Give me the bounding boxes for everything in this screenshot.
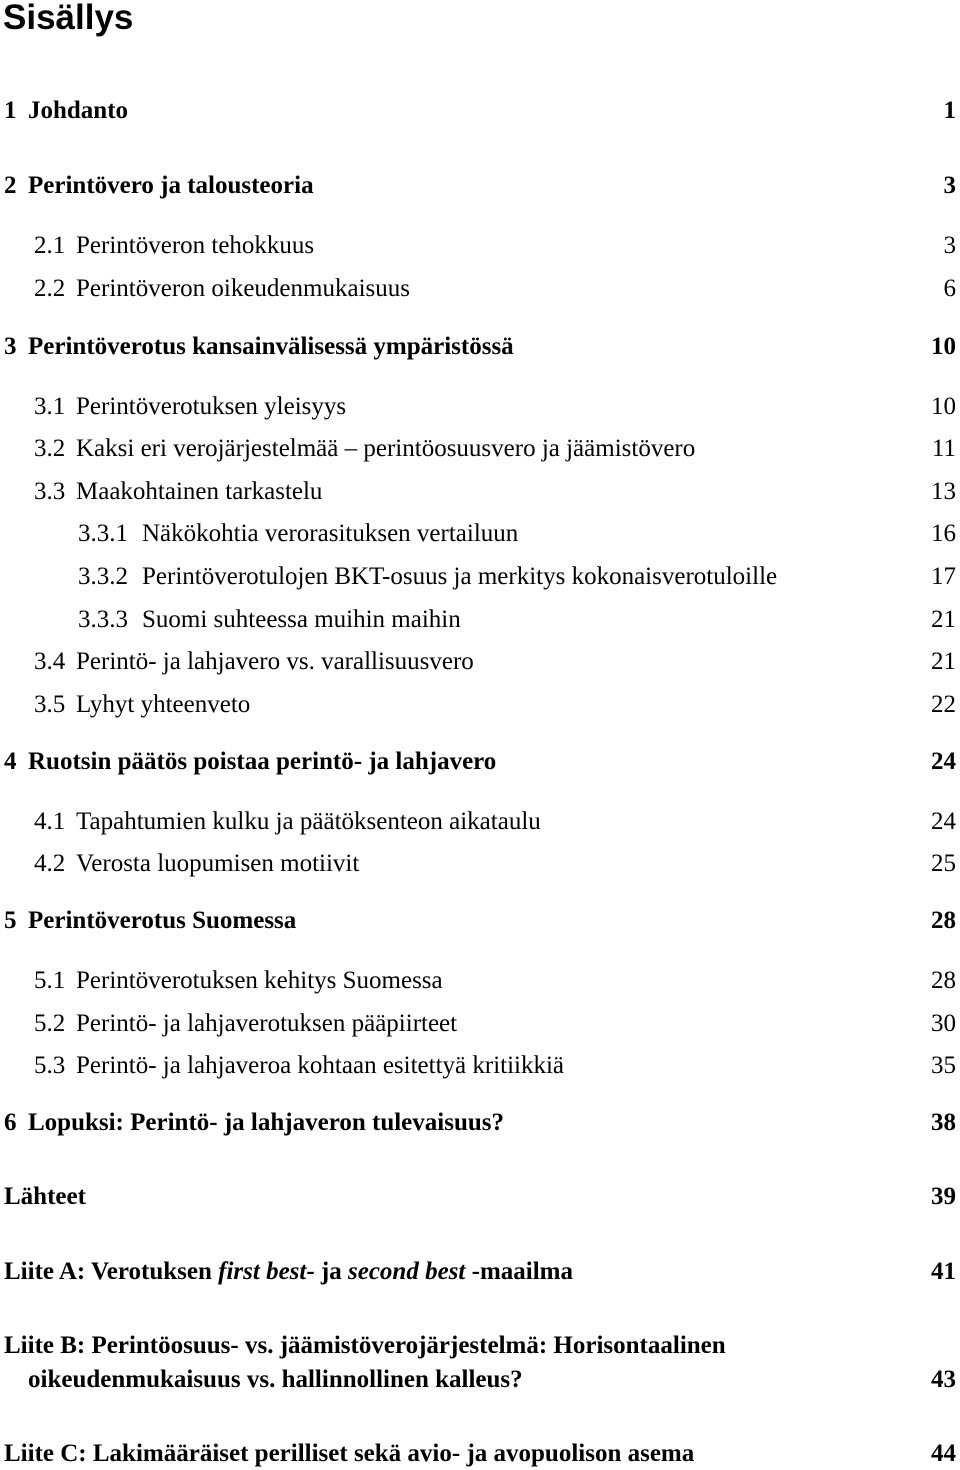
toc-number: 4.2 xyxy=(34,850,66,877)
toc-label: Ruotsin päätös poistaa perintö- ja lahjavero xyxy=(28,748,497,775)
toc-label: Lopuksi: Perintö- ja lahjaveron tulevaisuus? xyxy=(28,1109,504,1136)
toc-label: Perintövero ja talousteoria xyxy=(28,172,314,199)
toc-number: 3.3 xyxy=(34,478,66,505)
toc-page-number: 10 xyxy=(931,393,956,420)
toc-number: 4 xyxy=(4,748,17,775)
toc-number: 5 xyxy=(4,907,17,934)
toc-number: 3.4 xyxy=(34,648,66,675)
toc-entry-chapter[interactable] xyxy=(0,95,960,127)
toc-entry-section[interactable] xyxy=(0,476,960,508)
toc-label: Perintö- ja lahjavero vs. varallisuusvero xyxy=(76,648,474,675)
toc-label: Lyhyt yhteenveto xyxy=(76,691,251,718)
toc-label: Lähteet xyxy=(4,1183,86,1210)
toc-number: 3.2 xyxy=(34,435,66,462)
toc-number: 5.3 xyxy=(34,1052,66,1079)
toc-number: 3 xyxy=(4,333,17,360)
toc-number: 5.1 xyxy=(34,967,66,994)
toc-entry-section[interactable] xyxy=(0,273,960,305)
toc-label: Perintöverotuksen yleisyys xyxy=(76,393,347,420)
toc-page-number: 43 xyxy=(931,1366,956,1393)
toc-entry-chapter[interactable] xyxy=(0,170,960,202)
toc-page-number: 39 xyxy=(931,1183,956,1210)
toc-label: Liite C: Lakimääräiset perilliset sekä avio- ja avopuolison asema xyxy=(4,1440,695,1467)
toc-page-number: 30 xyxy=(931,1010,956,1037)
toc-entry-appendix-b[interactable] xyxy=(0,1330,960,1398)
toc-page-number: 44 xyxy=(931,1440,956,1467)
toc-page-number: 3 xyxy=(943,232,956,259)
toc-page-number: 28 xyxy=(931,907,956,934)
toc-number: 3.5 xyxy=(34,691,66,718)
toc-label: Perintöverotulojen BKT-osuus ja merkitys kokonaisverotuloille xyxy=(142,563,778,590)
toc-label-line-1: Liite B: Perintöosuus- vs. jäämistöverojärjestelmä: Horisontaalinen xyxy=(4,1332,726,1359)
toc-number: 1 xyxy=(4,97,17,124)
toc-number: 6 xyxy=(4,1109,17,1136)
toc-page-number: 16 xyxy=(931,520,956,547)
toc-label: Tapahtumien kulku ja päätöksenteon aikataulu xyxy=(76,808,541,835)
appendix-a-label-middle: - ja xyxy=(306,1258,349,1285)
appendix-a-term-first-best: first best xyxy=(218,1258,307,1285)
toc-entry-subsection[interactable] xyxy=(0,518,960,550)
toc-label: Verosta luopumisen motiivit xyxy=(76,850,360,877)
toc-entry-section[interactable] xyxy=(0,965,960,997)
toc-page-number: 10 xyxy=(931,333,956,360)
toc-number: 3.3.1 xyxy=(78,520,128,547)
toc-number: 3.3.2 xyxy=(78,563,128,590)
toc-page-number: 35 xyxy=(931,1052,956,1079)
appendix-a-term-second-best: second best xyxy=(348,1258,466,1285)
toc-page-number: 28 xyxy=(931,967,956,994)
toc-number: 5.2 xyxy=(34,1010,66,1037)
toc-entry-section[interactable] xyxy=(0,391,960,423)
toc-number: 3.3.3 xyxy=(78,606,128,633)
toc-label: Perintöveron oikeudenmukaisuus xyxy=(76,275,410,302)
toc-page-number: 25 xyxy=(931,850,956,877)
toc-entry-appendix-a[interactable] xyxy=(0,1256,960,1288)
toc-label: Maakohtainen tarkastelu xyxy=(76,478,323,505)
toc-label: Perintöveron tehokkuus xyxy=(76,232,315,259)
toc-label: Perintö- ja lahjaveroa kohtaan esitettyä kritiikkiä xyxy=(76,1052,565,1079)
toc-entry-subsection[interactable] xyxy=(0,604,960,636)
toc-entry-subsection[interactable] xyxy=(0,561,960,593)
toc-page-number: 1 xyxy=(943,97,956,124)
toc-entry-chapter[interactable] xyxy=(0,905,960,937)
toc-page-number: 41 xyxy=(931,1258,956,1285)
toc-label: Näkökohtia verorasituksen vertailuun xyxy=(142,520,519,547)
toc-label: Perintöverotus kansainvälisessä ympäristössä xyxy=(28,333,514,360)
toc-number: 2 xyxy=(4,172,17,199)
toc-page-number: 21 xyxy=(931,606,956,633)
toc-entry-section[interactable] xyxy=(0,806,960,838)
appendix-a-label-suffix: -maailma xyxy=(465,1258,573,1285)
toc-page-number: 24 xyxy=(931,748,956,775)
toc-number: 3.1 xyxy=(34,393,66,420)
toc-page-number: 17 xyxy=(931,563,956,590)
toc-entry-chapter[interactable] xyxy=(0,746,960,778)
appendix-a-label-prefix: Liite A: Verotuksen xyxy=(4,1258,219,1285)
toc-label: Perintö- ja lahjaverotuksen pääpiirteet xyxy=(76,1010,458,1037)
toc-page-number: 21 xyxy=(931,648,956,675)
toc-entry-section[interactable] xyxy=(0,433,960,465)
toc-entry-references[interactable] xyxy=(0,1181,960,1213)
toc-entry-section[interactable] xyxy=(0,230,960,262)
toc-entry-section[interactable] xyxy=(0,1008,960,1040)
toc-page-number: 22 xyxy=(931,691,956,718)
toc-number: 2.1 xyxy=(34,232,66,259)
toc-page-number: 11 xyxy=(931,435,956,462)
toc-page-number: 3 xyxy=(943,172,956,199)
toc-entry-section[interactable] xyxy=(0,1050,960,1082)
toc-entry-chapter[interactable] xyxy=(0,331,960,363)
toc-page-number: 13 xyxy=(931,478,956,505)
toc-number: 4.1 xyxy=(34,808,66,835)
toc-label: Johdanto xyxy=(28,97,129,124)
toc-entry-section[interactable] xyxy=(0,848,960,880)
toc-label: Perintöverotuksen kehitys Suomessa xyxy=(76,967,443,994)
toc-page-number: 6 xyxy=(943,275,956,302)
toc-label: Suomi suhteessa muihin maihin xyxy=(142,606,461,633)
toc-entry-section[interactable] xyxy=(0,689,960,721)
toc-label-line-2: oikeudenmukaisuus vs. hallinnollinen kalleus? xyxy=(28,1366,523,1393)
toc-label xyxy=(4,1256,573,1288)
toc-entry-appendix-c[interactable] xyxy=(0,1438,960,1470)
toc-entry-chapter[interactable] xyxy=(0,1107,960,1139)
toc-page-number: 24 xyxy=(931,808,956,835)
toc-label: Perintöverotus Suomessa xyxy=(28,907,297,934)
toc-label: Kaksi eri verojärjestelmää – perintöosuusvero ja jäämistövero xyxy=(76,435,696,462)
toc-number: 2.2 xyxy=(34,275,66,302)
page-title: Sisällys xyxy=(3,0,134,37)
toc-page-number: 38 xyxy=(931,1109,956,1136)
toc-entry-section[interactable] xyxy=(0,646,960,678)
